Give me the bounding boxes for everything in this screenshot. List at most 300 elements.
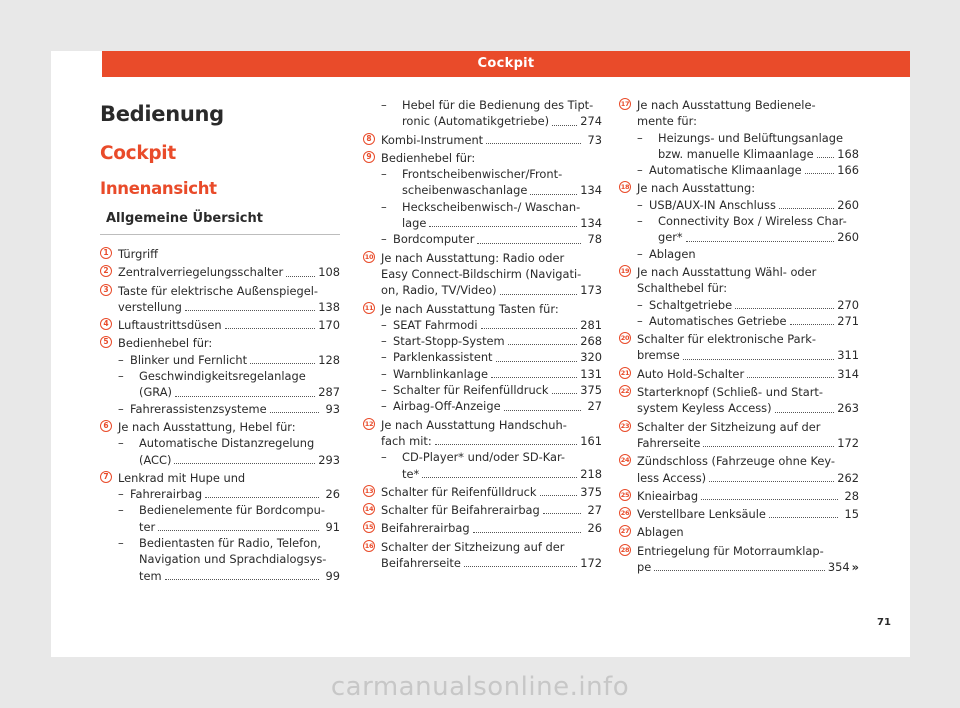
entry-page: 281 — [580, 317, 602, 332]
sub-text-line: Heckscheibenwisch-/ Waschan- — [402, 199, 581, 214]
index-entry-line — [637, 559, 859, 575]
entry-page: 287 — [318, 385, 340, 400]
index-entry-line — [637, 488, 859, 504]
sub-item — [637, 197, 859, 213]
entry-page: 108 — [318, 265, 340, 280]
entry-text: tem — [139, 568, 162, 583]
dot-leader — [686, 241, 835, 242]
sub-item — [118, 401, 340, 417]
dash-bullet: – — [637, 214, 643, 229]
index-item — [100, 317, 340, 333]
index-item — [363, 502, 602, 518]
index-item — [100, 283, 340, 316]
dash-bullet: – — [637, 313, 643, 328]
sub-item — [381, 398, 602, 414]
index-item — [363, 301, 602, 415]
item-number-badge: 12 — [364, 419, 374, 428]
index-item — [100, 419, 340, 468]
entry-text: Luftaustrittsdüsen — [118, 318, 222, 333]
dot-leader — [508, 344, 578, 345]
entry-page: 274 — [580, 114, 602, 129]
entry-text: bremse — [637, 348, 680, 363]
entry-text-line: Schalthebel für: — [637, 281, 728, 296]
entry-text: Beifahrerairbag — [381, 521, 470, 536]
index-entry-line — [130, 401, 340, 417]
dash-bullet: – — [118, 536, 124, 551]
dot-leader — [429, 226, 577, 227]
index-entry-line — [393, 333, 602, 349]
entry-text: Start-Stopp-System — [393, 334, 505, 349]
dash-bullet: – — [118, 503, 124, 518]
sub-text-line: Bedienelemente für Bordcompu- — [139, 503, 325, 518]
entry-page: 311 — [837, 348, 859, 363]
index-entry-line — [118, 264, 340, 280]
dash-bullet: – — [637, 197, 643, 212]
index-entry-line — [381, 433, 602, 449]
index-entry-line — [130, 384, 340, 400]
dot-leader — [701, 499, 838, 500]
dot-leader — [654, 570, 825, 571]
sub-text-line: Bedientasten für Radio, Telefon, — [139, 536, 321, 551]
entry-text-line: Entriegelung für Motorraumklap- — [637, 543, 824, 558]
index-entry-line — [130, 568, 340, 584]
item-number-badge: 20 — [620, 334, 630, 343]
entry-text-line: mente für: — [637, 114, 697, 129]
dash-bullet: – — [637, 163, 643, 178]
sub-text-line: Navigation und Sprachdialogsys- — [139, 552, 327, 567]
dot-leader — [486, 143, 581, 144]
dot-leader — [779, 208, 834, 209]
entry-text: ter — [139, 519, 156, 534]
sub-item — [118, 486, 340, 502]
entry-text-line: Bedienhebel für: — [381, 150, 476, 165]
entry-page: 262 — [837, 470, 859, 485]
item-number-badge: 19 — [620, 266, 630, 275]
sub-item — [637, 313, 859, 329]
dash-bullet: – — [118, 401, 124, 416]
sub-text-line: CD-Player* und/oder SD-Kar- — [402, 450, 566, 465]
sub-text-line: Heizungs- und Belüftungsanlage — [658, 130, 844, 145]
entry-page: 27 — [587, 399, 602, 414]
subsection-title: Innenansicht — [100, 179, 217, 198]
dot-leader — [205, 497, 319, 498]
dash-bullet: – — [381, 366, 387, 381]
dash-bullet: – — [637, 297, 643, 312]
dot-leader — [464, 566, 577, 567]
dash-bullet: – — [381, 399, 387, 414]
index-item — [619, 180, 859, 261]
dash-bullet: – — [381, 334, 387, 349]
dash-bullet: – — [381, 350, 387, 365]
entry-text-line: Easy Connect-Bildschirm (Navigati- — [381, 266, 582, 281]
entry-page: 27 — [587, 503, 602, 518]
entry-page: 172 — [580, 556, 602, 571]
sub-item — [118, 435, 340, 468]
index-list-3 — [619, 97, 859, 575]
item-number-badge: 15 — [364, 523, 374, 532]
entry-text: system Keyless Access) — [637, 401, 772, 416]
index-entry-line — [381, 555, 602, 571]
item-number-badge: 5 — [100, 336, 112, 348]
index-entry-line — [637, 506, 859, 522]
entry-page: 26 — [587, 521, 602, 536]
index-entry-line — [118, 317, 340, 333]
entry-text: bzw. manuelle Klimaanlage — [658, 146, 814, 161]
index-entry-line — [393, 215, 602, 231]
item-number-badge: 23 — [620, 421, 630, 430]
index-item — [363, 132, 602, 148]
index-item — [363, 417, 602, 482]
item-number-badge: 28 — [620, 545, 630, 554]
entry-page: 320 — [580, 350, 602, 365]
entry-text: Kombi-Instrument — [381, 132, 484, 147]
entry-page: 260 — [837, 197, 859, 212]
entry-page: 166 — [837, 163, 859, 178]
entry-page: 375 — [580, 484, 602, 499]
item-number-badge: 17 — [620, 100, 630, 108]
entry-text: (GRA) — [139, 385, 172, 400]
entry-text-line: Zündschloss (Fahrzeuge ohne Key- — [637, 454, 836, 469]
sub-text-line: Connectivity Box / Wireless Char- — [658, 214, 847, 229]
entry-text-line: Je nach Ausstattung Wähl- oder — [637, 264, 817, 279]
sub-item — [637, 130, 859, 163]
entry-page: 172 — [837, 435, 859, 450]
item-number-badge: 10 — [364, 252, 374, 261]
sub-item — [118, 368, 340, 401]
entry-text-line: Ablagen — [637, 525, 684, 540]
index-entry-line — [381, 282, 602, 298]
index-entry-line — [649, 162, 859, 178]
dash-bullet: – — [118, 352, 124, 367]
index-entry-line — [393, 182, 602, 198]
sub-item — [381, 231, 602, 247]
index-entry-line — [649, 146, 859, 162]
entry-text: Verstellbare Lenksäule — [637, 507, 766, 522]
index-entry-line — [118, 299, 340, 315]
entry-text-line: Je nach Ausstattung: — [637, 181, 756, 196]
entry-page: 170 — [318, 318, 340, 333]
dot-leader — [552, 393, 578, 394]
index-list-1 — [100, 246, 340, 584]
index-item — [100, 470, 340, 584]
continue-arrow-icon: » — [851, 560, 859, 575]
sub-item — [118, 502, 340, 535]
dot-leader — [683, 359, 835, 360]
item-number-badge: 13 — [364, 486, 374, 495]
index-entry-line — [649, 297, 859, 313]
entry-text: Bordcomputer — [393, 232, 475, 247]
index-item — [619, 264, 859, 329]
entry-text: Auto Hold-Schalter — [637, 366, 745, 381]
index-entry-line — [381, 132, 602, 148]
sub-item — [381, 382, 602, 398]
dash-bullet: – — [381, 383, 387, 398]
chapter-title: Bedienung — [100, 102, 224, 126]
entry-text: Fahrerassistenzsysteme — [130, 401, 267, 416]
entry-text: SEAT Fahrmodi — [393, 317, 478, 332]
dot-leader — [504, 410, 581, 411]
entry-page: 28 — [844, 488, 859, 503]
dot-leader — [491, 377, 577, 378]
item-number-badge: 7 — [100, 471, 112, 483]
index-item — [619, 453, 859, 486]
entry-text: te* — [402, 466, 420, 481]
dot-leader — [735, 308, 834, 309]
sub-item — [381, 166, 602, 199]
item-number-badge: 8 — [363, 133, 375, 145]
index-entry-line — [381, 520, 602, 536]
entry-page: 128 — [318, 352, 340, 367]
entry-text-line: Bedienhebel für: — [118, 336, 213, 351]
entry-page: 293 — [318, 452, 340, 467]
sub-text-line: Geschwindigkeitsregelanlage — [139, 369, 306, 384]
section-header: Cockpit — [102, 51, 910, 77]
dot-leader — [473, 532, 581, 533]
entry-text-line: Schalter für elektronische Park- — [637, 332, 816, 347]
sub-item — [637, 162, 859, 178]
dot-leader — [165, 579, 319, 580]
dot-leader — [540, 495, 578, 496]
entry-text: Parklenkassistent — [393, 350, 493, 365]
dot-leader — [175, 396, 315, 397]
item-number-badge: 21 — [620, 368, 630, 377]
index-entry-line — [381, 484, 602, 500]
entry-text: pe — [637, 560, 652, 575]
item-number-badge: 6 — [100, 420, 112, 432]
entry-text: Automatische Klimaanlage — [649, 163, 802, 178]
sub-item — [637, 297, 859, 313]
dot-leader — [477, 243, 581, 244]
entry-page: 91 — [325, 519, 340, 534]
index-entry-line — [381, 502, 602, 518]
entry-page: 134 — [580, 216, 602, 231]
dot-leader — [530, 194, 577, 195]
index-item — [619, 524, 859, 540]
entry-text: Schalter für Beifahrerairbag — [381, 503, 540, 518]
item-number-badge: 18 — [620, 183, 630, 192]
entry-page: 375 — [580, 383, 602, 398]
entry-text: USB/AUX-IN Anschluss — [649, 197, 776, 212]
item-number-badge: 16 — [364, 541, 374, 550]
watermark: carmanualsonline.info — [330, 672, 630, 702]
entry-text: Schalter für Reifenfülldruck — [393, 383, 549, 398]
entry-page: 271 — [837, 313, 859, 328]
overview-title: Allgemeine Übersicht — [100, 210, 340, 235]
dot-leader — [158, 530, 319, 531]
index-list-2 — [363, 97, 602, 571]
dash-bullet: – — [381, 98, 387, 112]
entry-text-line: Je nach Ausstattung Handschuh- — [381, 417, 567, 432]
index-entry-line — [637, 366, 859, 382]
index-entry-line — [649, 313, 859, 329]
index-entry-line — [393, 317, 602, 333]
item-number-badge: 27 — [620, 527, 630, 536]
item-number-badge: 24 — [620, 456, 630, 465]
index-item — [619, 331, 859, 364]
index-item — [619, 543, 859, 576]
index-entry-line — [393, 382, 602, 398]
entry-page: 218 — [580, 466, 602, 481]
entry-text: Warnblinkanlage — [393, 366, 488, 381]
sub-text-line: Ablagen — [649, 246, 696, 261]
item-number-badge: 9 — [363, 151, 375, 163]
entry-page: 78 — [587, 232, 602, 247]
sub-item — [637, 213, 859, 246]
entry-page: 134 — [580, 183, 602, 198]
item-number-badge: 1 — [100, 247, 112, 259]
dot-leader — [775, 412, 835, 413]
sub-item — [118, 535, 340, 584]
dot-leader — [790, 324, 835, 325]
index-item — [619, 488, 859, 504]
entry-text-line: Schalter der Sitzheizung auf der — [637, 419, 821, 434]
entry-text-line: Je nach Ausstattung Tasten für: — [381, 301, 559, 316]
sub-text-line: Automatische Distanzregelung — [139, 436, 315, 451]
dot-leader — [805, 173, 835, 174]
entry-text: Beifahrerseite — [381, 556, 461, 571]
column-1 — [100, 91, 340, 586]
dash-bullet: – — [118, 436, 124, 451]
sub-item — [637, 246, 859, 262]
item-number-badge: 25 — [620, 490, 630, 499]
index-entry-line — [393, 366, 602, 382]
index-entry-line — [393, 113, 602, 129]
index-item — [363, 520, 602, 536]
index-entry-line — [393, 466, 602, 482]
dot-leader — [703, 446, 834, 447]
entry-page: 131 — [580, 366, 602, 381]
entry-page: 314 — [837, 366, 859, 381]
index-item — [619, 506, 859, 522]
index-item — [100, 264, 340, 280]
dot-leader — [496, 361, 578, 362]
entry-text-line: Je nach Ausstattung: Radio oder — [381, 250, 565, 265]
entry-page: 161 — [580, 433, 602, 448]
entry-text: ronic (Automatikgetriebe) — [402, 114, 550, 129]
entry-text: fach mit: — [381, 433, 432, 448]
section-title: Cockpit — [100, 143, 176, 164]
item-number-badge: 3 — [100, 284, 112, 296]
index-entry-line — [393, 349, 602, 365]
entry-text: less Access) — [637, 470, 707, 485]
index-entry-line — [637, 470, 859, 486]
entry-text: Blinker und Fernlicht — [130, 352, 248, 367]
dot-leader — [747, 377, 834, 378]
item-number-badge: 26 — [620, 509, 630, 518]
entry-text: Knieairbag — [637, 488, 699, 503]
dot-leader — [769, 517, 838, 518]
index-item — [363, 250, 602, 299]
dot-leader — [270, 412, 319, 413]
entry-page: 270 — [837, 297, 859, 312]
sub-item — [381, 349, 602, 365]
dot-leader — [552, 125, 577, 126]
entry-text: (ACC) — [139, 452, 172, 467]
entry-page: 354 — [827, 560, 850, 575]
index-entry-line — [130, 519, 340, 535]
column-2 — [363, 91, 602, 573]
entry-text: on, Radio, TV/Video) — [381, 283, 497, 298]
index-entry-line — [130, 352, 340, 368]
entry-page: 260 — [837, 230, 859, 245]
dash-bullet: – — [118, 487, 124, 502]
item-number-badge: 14 — [364, 505, 374, 514]
sub-item — [381, 449, 602, 482]
entry-text: Fahrerseite — [637, 435, 701, 450]
dash-bullet: – — [637, 130, 643, 145]
dot-leader — [817, 157, 835, 158]
entry-page: 99 — [325, 568, 340, 583]
index-item — [619, 384, 859, 417]
dot-leader — [543, 513, 581, 514]
dash-bullet: – — [381, 317, 387, 332]
dot-leader — [435, 444, 578, 445]
entry-page: 73 — [587, 132, 602, 147]
dash-bullet: – — [381, 450, 387, 465]
entry-text: lage — [402, 216, 427, 231]
sub-item — [381, 333, 602, 349]
index-item — [619, 419, 859, 452]
item-number-badge: 22 — [620, 387, 630, 396]
entry-page: 268 — [580, 334, 602, 349]
entry-page: 26 — [325, 487, 340, 502]
index-item — [363, 484, 602, 500]
sub-item — [381, 97, 602, 130]
entry-text-line: Je nach Ausstattung Bedienele- — [637, 98, 816, 112]
dot-leader — [225, 328, 316, 329]
dash-bullet: – — [381, 232, 387, 247]
index-entry-line — [637, 400, 859, 416]
column-3 — [619, 91, 859, 577]
dash-bullet: – — [381, 167, 387, 182]
sub-item — [381, 199, 602, 232]
index-item — [363, 539, 602, 572]
dot-leader — [250, 363, 315, 364]
entry-text-line: Taste für elektrische Außenspiegel- — [118, 283, 319, 298]
dot-leader — [500, 294, 578, 295]
index-entry-line — [637, 347, 859, 363]
entry-page: 168 — [837, 146, 859, 161]
entry-text: ger* — [658, 230, 683, 245]
entry-text: Schalter für Reifenfülldruck — [381, 484, 537, 499]
entry-text: Airbag-Off-Anzeige — [393, 399, 501, 414]
entry-page: 15 — [844, 507, 859, 522]
index-entry-line — [130, 452, 340, 468]
sub-text-line: Frontscheibenwischer/Front- — [402, 167, 563, 182]
index-item — [100, 335, 340, 416]
item-number-badge: 4 — [100, 318, 112, 330]
dot-leader — [174, 463, 315, 464]
sub-item — [381, 317, 602, 333]
entry-text-line: Türgriff — [118, 247, 159, 261]
dash-bullet: – — [118, 369, 124, 384]
entry-page: 138 — [318, 299, 340, 314]
index-item — [100, 246, 340, 262]
entry-page: 173 — [580, 283, 602, 298]
dot-leader — [422, 477, 577, 478]
index-item — [363, 97, 602, 130]
index-item — [619, 97, 859, 178]
index-item — [363, 150, 602, 248]
dash-bullet: – — [637, 246, 643, 261]
index-entry-line — [393, 398, 602, 414]
item-number-badge: 11 — [364, 303, 374, 312]
entry-text-line: Schalter der Sitzheizung auf der — [381, 539, 565, 554]
sub-item — [381, 366, 602, 382]
dot-leader — [481, 328, 578, 329]
page-number: 71 — [877, 617, 891, 628]
dash-bullet: – — [381, 199, 387, 214]
